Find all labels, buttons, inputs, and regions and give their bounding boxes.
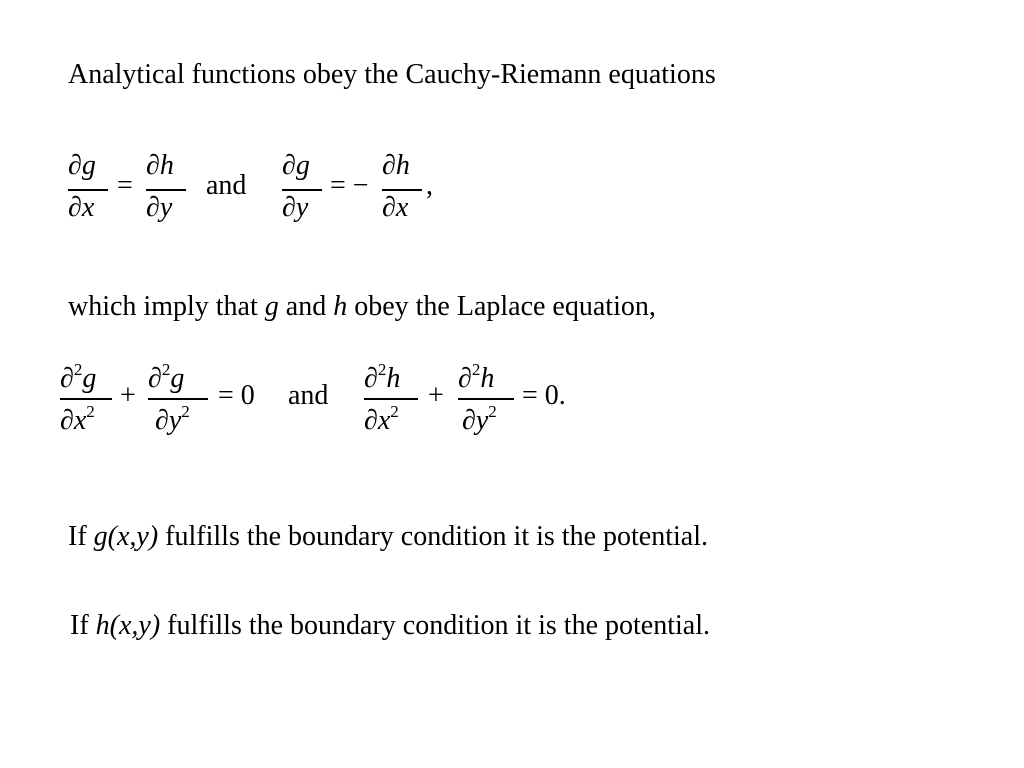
cr-rhs1-fraction-bar xyxy=(146,189,186,191)
lap-g-y-denominator xyxy=(155,402,190,437)
laplace-intro-part2: and xyxy=(278,291,334,322)
statement-h-function: h(x,y) xyxy=(95,610,161,641)
cr-trailing-comma: , xyxy=(426,170,433,201)
intro-text: Analytical functions obey the Cauchy-Riemann equations xyxy=(68,59,716,90)
cr-rhs2-fraction-bar xyxy=(382,189,422,191)
lap-g-y-den-partial: ∂ xyxy=(155,405,169,436)
laplace-intro-text xyxy=(68,290,656,324)
lap-h-y-power: 2 xyxy=(471,360,481,379)
lap-g-x-power: 2 xyxy=(73,360,83,379)
statement-h-rest: fulfills the boundary condition it is the potential. xyxy=(160,610,710,641)
cauchy-riemann-equations xyxy=(0,150,1024,230)
lap-g-plus: + xyxy=(120,380,136,411)
cr-and-connector: and xyxy=(206,170,247,201)
laplace-intro-part3: obey the Laplace equation, xyxy=(347,291,656,322)
lap-and-connector: and xyxy=(288,380,329,411)
cr-rhs2-denominator: ∂x xyxy=(382,192,409,223)
lap-h-y-denominator xyxy=(462,402,497,437)
lap-h-y-fraction-bar xyxy=(458,398,514,400)
lap-h-y-numerator xyxy=(458,360,494,395)
lap-h-y-partial: ∂ xyxy=(458,363,472,394)
laplace-equations xyxy=(0,360,1024,450)
lap-h-x-partial: ∂ xyxy=(364,363,378,394)
lap-h-equals-zero: = 0. xyxy=(522,380,566,411)
lap-g-x-partial: ∂ xyxy=(60,363,74,394)
lap-g-y-power: 2 xyxy=(161,360,171,379)
cr-equals-minus: = − xyxy=(330,170,369,201)
lap-h-x-numerator xyxy=(364,360,400,395)
cr-rhs1-denominator: ∂y xyxy=(146,192,173,223)
lap-h-x-den-var: x xyxy=(377,405,391,436)
laplace-intro-h: h xyxy=(333,291,348,322)
lap-g-y-partial: ∂ xyxy=(148,363,162,394)
lap-h-x-func: h xyxy=(386,363,401,394)
statement-g-rest: fulfills the boundary condition it is the potential. xyxy=(158,521,708,552)
lap-g-y-fraction-bar xyxy=(148,398,208,400)
lap-g-x-func: g xyxy=(82,363,97,394)
lap-h-y-den-partial: ∂ xyxy=(462,405,476,436)
lap-g-x-den-var: x xyxy=(73,405,87,436)
lap-h-x-fraction-bar xyxy=(364,398,418,400)
laplace-intro-part1: which imply that xyxy=(68,291,265,322)
lap-h-x-den-partial: ∂ xyxy=(364,405,378,436)
lap-h-y-den-power: 2 xyxy=(488,402,497,421)
lap-g-x-fraction-bar xyxy=(60,398,112,400)
laplace-intro-g: g xyxy=(264,291,279,322)
lap-g-y-den-power: 2 xyxy=(181,402,190,421)
lap-h-x-den-power: 2 xyxy=(390,402,399,421)
lap-g-y-numerator xyxy=(148,360,184,395)
cr-rhs2-numerator: ∂h xyxy=(382,150,410,181)
statement-h xyxy=(70,609,710,643)
lap-h-x-denominator xyxy=(364,402,399,437)
cr-equals-1: = xyxy=(117,170,133,201)
cr-lhs2-fraction-bar xyxy=(282,189,322,191)
lap-g-x-den-power: 2 xyxy=(86,402,95,421)
statement-h-prefix: If xyxy=(70,610,96,641)
cr-lhs2-denominator: ∂y xyxy=(282,192,309,223)
cr-lhs1-denominator: ∂x xyxy=(68,192,95,223)
statement-g-prefix: If xyxy=(68,521,94,552)
lap-g-equals-zero: = 0 xyxy=(218,380,255,411)
lap-g-y-den-var: y xyxy=(168,405,182,436)
statement-g-function: g(x,y) xyxy=(93,521,159,552)
lap-h-x-power: 2 xyxy=(377,360,387,379)
cr-lhs1-fraction-bar xyxy=(68,189,108,191)
lap-g-x-den-partial: ∂ xyxy=(60,405,74,436)
lap-g-x-denominator xyxy=(60,402,95,437)
cr-lhs1-numerator: ∂g xyxy=(68,150,96,181)
lap-g-x-numerator xyxy=(60,360,96,395)
lap-h-plus: + xyxy=(428,380,444,411)
lap-h-y-den-var: y xyxy=(475,405,489,436)
lap-g-y-func: g xyxy=(170,363,185,394)
lap-h-y-func: h xyxy=(480,363,495,394)
statement-g xyxy=(68,520,708,554)
cr-lhs2-numerator: ∂g xyxy=(282,150,310,181)
cr-rhs1-numerator: ∂h xyxy=(146,150,174,181)
